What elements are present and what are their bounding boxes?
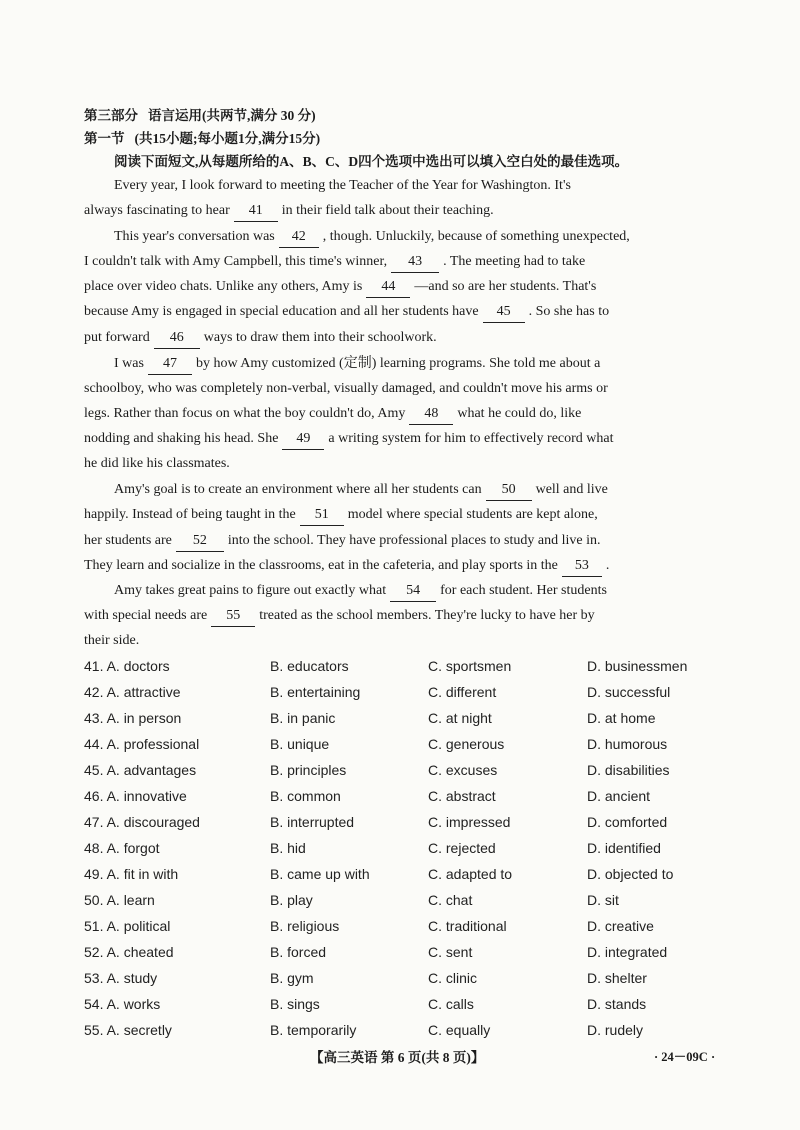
option-c[interactable]: C. at night <box>428 710 492 726</box>
section-heading <box>84 127 330 147</box>
option-c[interactable]: C. impressed <box>428 814 511 830</box>
option-b[interactable]: B. forced <box>270 944 327 960</box>
passage-line: put forward 46 ways to draw them into their schoolwork. <box>84 327 720 349</box>
option-row <box>84 656 724 682</box>
option-a[interactable]: 42. A. attractive <box>84 684 181 700</box>
option-a[interactable]: 51. A. political <box>84 918 171 934</box>
option-a[interactable]: 43. A. in person <box>84 710 182 726</box>
passage-line: place over video chats. Unlike any others, Amy is 44 —and so are her students. That's <box>84 276 720 298</box>
option-d[interactable]: D. sit <box>587 892 619 908</box>
option-d[interactable]: D. disabilities <box>587 762 670 778</box>
blank-47[interactable]: 47 <box>148 357 192 375</box>
option-d[interactable]: D. at home <box>587 710 656 726</box>
blank-41[interactable]: 41 <box>234 204 278 222</box>
passage-line: always fascinating to hear 41 in their field talk about their teaching. <box>84 200 720 222</box>
option-c[interactable]: C. sent <box>428 944 473 960</box>
option-c[interactable]: C. sportsmen <box>428 658 512 674</box>
passage-line: nodding and shaking his head. She 49 a writing system for him to effectively record what <box>84 428 720 450</box>
option-row <box>84 786 724 812</box>
option-b[interactable]: B. unique <box>270 736 330 752</box>
option-d[interactable]: D. objected to <box>587 866 674 882</box>
option-c[interactable]: C. equally <box>428 1022 491 1038</box>
option-a[interactable]: 53. A. study <box>84 970 158 986</box>
option-b[interactable]: B. principles <box>270 762 347 778</box>
passage-line: happily. Instead of being taught in the 51 model where special students are kept alone, <box>84 504 720 526</box>
option-row <box>84 838 724 864</box>
passage-line: Amy takes great pains to figure out exactly what 54 for each student. Her students <box>114 580 720 602</box>
instruction: 阅读下面短文,从每题所给的A、B、C、D四个选项中选出可以填入空白处的最佳选项。 <box>114 154 629 169</box>
blank-43[interactable]: 43 <box>391 255 439 273</box>
part-title: 语言运用(共两节,满分 30 分) <box>148 108 316 123</box>
option-d[interactable]: D. humorous <box>587 736 668 752</box>
blank-42[interactable]: 42 <box>279 230 319 248</box>
option-c[interactable]: C. rejected <box>428 840 496 856</box>
option-row <box>84 682 724 708</box>
blank-55[interactable]: 55 <box>211 609 255 627</box>
blank-51[interactable]: 51 <box>300 508 344 526</box>
option-b[interactable]: B. gym <box>270 970 314 986</box>
passage-line: he did like his classmates. <box>84 456 230 471</box>
option-a[interactable]: 54. A. works <box>84 996 161 1012</box>
option-row <box>84 942 724 968</box>
option-row <box>84 994 724 1020</box>
option-a[interactable]: 49. A. fit in with <box>84 866 179 882</box>
option-b[interactable]: B. play <box>270 892 313 908</box>
option-a[interactable]: 44. A. professional <box>84 736 200 752</box>
option-b[interactable]: B. religious <box>270 918 340 934</box>
option-a[interactable]: 55. A. secretly <box>84 1022 172 1038</box>
passage-line: her students are 52 into the school. They have professional places to study and live in. <box>84 530 720 552</box>
blank-52[interactable]: 52 <box>176 534 224 552</box>
option-a[interactable]: 50. A. learn <box>84 892 155 908</box>
blank-53[interactable]: 53 <box>562 559 602 577</box>
passage-line: legs. Rather than focus on what the boy couldn't do, Amy 48 what he could do, like <box>84 403 720 425</box>
passage-line: Amy's goal is to create an environment where all her students can 50 well and live <box>114 479 720 501</box>
exam-code: · 24－09C · <box>654 1050 716 1064</box>
option-c[interactable]: C. excuses <box>428 762 498 778</box>
blank-54[interactable]: 54 <box>390 584 436 602</box>
blank-45[interactable]: 45 <box>483 305 525 323</box>
option-row <box>84 1020 724 1046</box>
option-c[interactable]: C. traditional <box>428 918 507 934</box>
option-d[interactable]: D. integrated <box>587 944 668 960</box>
option-a[interactable]: 52. A. cheated <box>84 944 174 960</box>
option-row <box>84 760 724 786</box>
blank-48[interactable]: 48 <box>409 407 453 425</box>
option-b[interactable]: B. educators <box>270 658 349 674</box>
section-label: 第一节 <box>84 131 125 146</box>
option-d[interactable]: D. identified <box>587 840 661 856</box>
passage-line: This year's conversation was 42 , though. Unluckily, because of something unexpected, <box>114 226 720 248</box>
option-row <box>84 812 724 838</box>
option-c[interactable]: C. generous <box>428 736 505 752</box>
passage-line: I was 47 by how Amy customized (定制) learning programs. She told me about a <box>114 353 720 375</box>
passage-line: Every year, I look forward to meeting the Teacher of the Year for Washington. It's <box>114 178 571 193</box>
option-d[interactable]: D. ancient <box>587 788 651 804</box>
option-a[interactable]: 48. A. forgot <box>84 840 160 856</box>
option-b[interactable]: B. temporarily <box>270 1022 357 1038</box>
option-b[interactable]: B. interrupted <box>270 814 355 830</box>
option-d[interactable]: D. successful <box>587 684 671 700</box>
option-c[interactable]: C. chat <box>428 892 473 908</box>
passage-line: I couldn't talk with Amy Campbell, this time's winner, 43 . The meeting had to take <box>84 251 720 273</box>
option-d[interactable]: D. businessmen <box>587 658 688 674</box>
option-d[interactable]: D. stands <box>587 996 647 1012</box>
option-d[interactable]: D. comforted <box>587 814 668 830</box>
option-c[interactable]: C. calls <box>428 996 474 1012</box>
option-c[interactable]: C. different <box>428 684 497 700</box>
option-b[interactable]: B. entertaining <box>270 684 361 700</box>
passage-line: with special needs are 55 treated as the school members. They're lucky to have her by <box>84 605 720 627</box>
option-row <box>84 734 724 760</box>
part-heading <box>84 104 326 124</box>
blank-44[interactable]: 44 <box>366 280 410 298</box>
blank-46[interactable]: 46 <box>154 331 200 349</box>
option-b[interactable]: B. sings <box>270 996 320 1012</box>
passage-line: They learn and socialize in the classrooms, eat in the cafeteria, and play sports in the 53 . <box>84 555 720 577</box>
blank-50[interactable]: 50 <box>486 483 532 501</box>
part-label: 第三部分 <box>84 108 138 123</box>
option-row <box>84 864 724 890</box>
option-row <box>84 916 724 942</box>
option-b[interactable]: B. in panic <box>270 710 336 726</box>
option-a[interactable]: 46. A. innovative <box>84 788 187 804</box>
option-c[interactable]: C. abstract <box>428 788 496 804</box>
option-row <box>84 968 724 994</box>
option-b[interactable]: B. hid <box>270 840 306 856</box>
option-a[interactable]: 47. A. discouraged <box>84 814 200 830</box>
option-a[interactable]: 41. A. doctors <box>84 658 170 674</box>
option-a[interactable]: 45. A. advantages <box>84 762 197 778</box>
option-d[interactable]: D. creative <box>587 918 654 934</box>
option-row <box>84 708 724 734</box>
passage-line: their side. <box>84 633 140 648</box>
blank-49[interactable]: 49 <box>282 432 324 450</box>
option-row <box>84 890 724 916</box>
option-d[interactable]: D. rudely <box>587 1022 644 1038</box>
option-b[interactable]: B. common <box>270 788 341 804</box>
option-c[interactable]: C. adapted to <box>428 866 513 882</box>
option-c[interactable]: C. clinic <box>428 970 478 986</box>
section-title: (共15小题;每小题1分,满分15分) <box>134 131 321 146</box>
options-list <box>84 656 724 1046</box>
option-d[interactable]: D. shelter <box>587 970 647 986</box>
page-footer: 【高三英语 第 6 页(共 8 页)】 <box>310 1050 485 1065</box>
passage-line: because Amy is engaged in special education and all her students have 45 . So she has to <box>84 301 720 323</box>
passage-line: schoolboy, who was completely non-verbal, visually damaged, and couldn't move his arms or <box>84 381 608 396</box>
option-b[interactable]: B. came up with <box>270 866 370 882</box>
